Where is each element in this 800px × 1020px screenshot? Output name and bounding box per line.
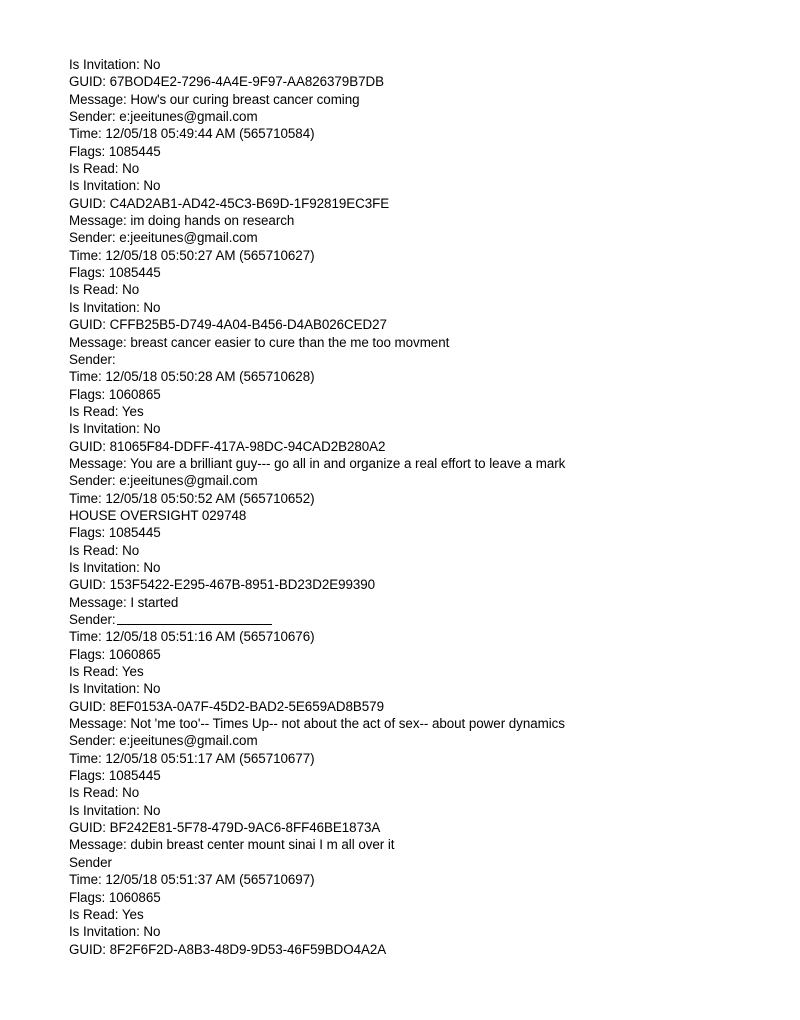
text-line: Is Invitation: No: [69, 178, 161, 194]
text-line: GUID: CFFB25B5-D749-4A04-B456-D4AB026CED27: [69, 317, 387, 333]
text-line: Is Read: No: [69, 542, 140, 558]
text-line: Sender: e:jeeitunes@gmail.com: [69, 473, 258, 489]
text-line: GUID: BF242E81-5F78-479D-9AC6-8FF46BE1873A: [69, 820, 381, 836]
footer-bates-stamp: HOUSE OVERSIGHT 029748: [69, 507, 247, 523]
text-line: Is Invitation: No: [69, 924, 161, 940]
text-line: Time: 12/05/18 05:51:16 AM (565710676): [69, 629, 315, 645]
text-line: Is Invitation: No: [69, 299, 161, 315]
text-line: Flags: 1060865: [69, 386, 161, 402]
document-text: [69, 56, 769, 958]
text-line: Time: 12/05/18 05:50:52 AM (565710652): [69, 490, 315, 506]
text-line: Is Invitation: No: [69, 802, 161, 818]
text-line: Flags: 1060865: [69, 646, 161, 662]
text-line: Is Read: No: [69, 785, 140, 801]
text-line: Time: 12/05/18 05:49:44 AM (565710584): [69, 126, 315, 142]
text-line: Is Read: No: [69, 161, 140, 177]
text-line: Is Read: Yes: [69, 906, 144, 922]
text-line: Time: 12/05/18 05:50:28 AM (565710628): [69, 369, 315, 385]
text-line: Message: dubin breast center mount sinai I m all over it: [69, 837, 395, 853]
text-line: Is Read: Yes: [69, 403, 144, 419]
text-line: Flags: 1085445: [69, 768, 161, 784]
text-line: Time: 12/05/18 05:51:37 AM (565710697): [69, 872, 315, 888]
text-line: Message: I started: [69, 594, 179, 610]
text-line: Message: You are a brilliant guy--- go all in and organize a real effort to leave a mark: [69, 455, 566, 471]
text-line: Flags: 1085445: [69, 143, 161, 159]
text-line: Sender: e:jeeitunes@gmail.com: [69, 109, 258, 125]
text-line: Sender: [69, 854, 112, 870]
sender-redacted-line: [69, 611, 769, 628]
text-line: Sender: e:jeeitunes@gmail.com: [69, 733, 258, 749]
text-line: GUID: 8F2F6F2D-A8B3-48D9-9D53-46F59BDO4A2A: [69, 941, 387, 957]
text-line: GUID: 67BOD4E2-7296-4A4E-9F97-AA826379B7DB: [69, 74, 384, 90]
redaction-underline: [117, 624, 272, 625]
text-line: Flags: 1060865: [69, 889, 161, 905]
text-line: Message: im doing hands on research: [69, 213, 295, 229]
text-line: Is Invitation: No: [69, 681, 161, 697]
text-line: Is Invitation: No: [69, 421, 161, 437]
text-line: Message: breast cancer easier to cure than the me too movment: [69, 334, 450, 350]
text-line: Is Invitation: No: [69, 559, 161, 575]
text-line: Sender:: [69, 351, 116, 367]
text-line: Time: 12/05/18 05:50:27 AM (565710627): [69, 247, 315, 263]
text-line: Is Read: No: [69, 282, 140, 298]
text-line: Is Invitation: No: [69, 57, 161, 72]
text-line: GUID: 153F5422-E295-467B-8951-BD23D2E99390: [69, 577, 376, 593]
text-line: GUID: 81065F84-DDFF-417A-98DC-94CAD2B280A2: [69, 438, 386, 454]
text-line: Message: Not 'me too'-- Times Up-- not about the act of sex-- about power dynamics: [69, 716, 565, 732]
text-line: GUID: C4AD2AB1-AD42-45C3-B69D-1F92819EC3FE: [69, 195, 390, 211]
text-line: Flags: 1085445: [69, 265, 161, 281]
sender-label: Sender:: [69, 612, 116, 627]
text-line: Is Read: Yes: [69, 664, 144, 680]
text-line: Message: How's our curing breast cancer coming: [69, 91, 360, 107]
text-line: Time: 12/05/18 05:51:17 AM (565710677): [69, 750, 315, 766]
text-line: GUID: 8EF0153A-0A7F-45D2-BAD2-5E659AD8B579: [69, 698, 384, 714]
text-line: Sender: e:jeeitunes@gmail.com: [69, 230, 258, 246]
text-line: Flags: 1085445: [69, 525, 161, 541]
